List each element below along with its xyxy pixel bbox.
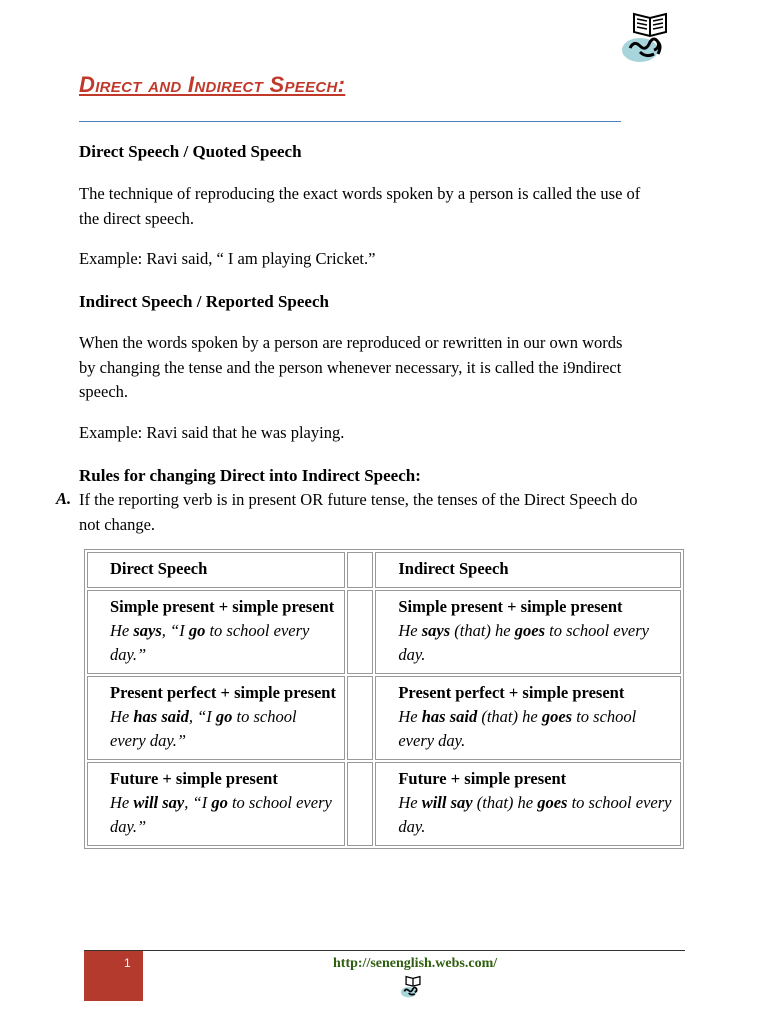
table-cell: [87, 676, 345, 760]
paragraph-line: The technique of reproducing the exact words spoken by a person is called the use of: [79, 184, 641, 203]
rule-title: Simple present + simple present: [110, 597, 335, 616]
table-cell: [87, 590, 345, 674]
section-heading-indirect: Indirect Speech / Reported Speech: [79, 292, 329, 311]
rule-marker: A.: [56, 489, 72, 508]
table-header-cell: Direct Speech: [87, 552, 345, 588]
rule-a-text: [79, 488, 689, 537]
book-logo-icon: [398, 974, 428, 1000]
rule-example: He says, “I go to school every day.”: [110, 621, 310, 664]
table-cell: [375, 762, 681, 846]
rule-title: Present perfect + simple present: [398, 683, 625, 702]
arrow-icon: [347, 676, 373, 760]
rule-example: He has said (that) he goes to school every day.: [398, 707, 637, 750]
title-underline: [79, 121, 621, 122]
rule-example: He says (that) he goes to school every day.: [398, 621, 650, 664]
footer-divider: [84, 950, 685, 951]
section-heading-direct: Direct Speech / Quoted Speech: [79, 142, 302, 161]
paragraph-line: the direct speech.: [79, 208, 194, 228]
paragraph-line: by changing the tense and the person whenever necessary, it is called the i9ndirect: [79, 357, 622, 377]
table-cell: [375, 676, 681, 760]
arrow-icon: [347, 552, 373, 588]
table-cell: [87, 762, 345, 846]
rule-example: He will say (that) he goes to school every day.: [398, 793, 672, 836]
rules-heading: Rules for changing Direct into Indirect Speech:: [79, 466, 421, 485]
arrow-icon: [347, 762, 373, 846]
rule-title: Future + simple present: [110, 769, 278, 788]
page-number: 1: [124, 956, 131, 970]
paragraph-direct-definition: [79, 182, 689, 231]
rule-title: Simple present + simple present: [398, 597, 623, 616]
paragraph-line: When the words spoken by a person are reproduced or rewritten in our own words: [79, 333, 623, 352]
book-logo-icon: [618, 8, 682, 68]
tense-rules-table: [84, 549, 684, 849]
rule-example: He has said, “I go to school every day.”: [110, 707, 297, 750]
paragraph-line: speech.: [79, 382, 129, 401]
page-title: Direct and Indirect Speech:: [79, 72, 346, 97]
table-row: [87, 676, 681, 760]
table-row: [87, 762, 681, 846]
example-indirect: Example: Ravi said that he was playing.: [79, 423, 345, 442]
example-direct: Example: Ravi said, “ I am playing Cricket.”: [79, 249, 376, 268]
paragraph-line: If the reporting verb is in present OR future tense, the tenses of the Direct Speech do: [79, 490, 638, 509]
footer-link[interactable]: http://senenglish.webs.com/: [333, 956, 498, 971]
paragraph-line: not change.: [79, 514, 156, 534]
rule-title: Future + simple present: [398, 769, 567, 788]
paragraph-indirect-definition: [79, 331, 689, 405]
arrow-icon: [347, 590, 373, 674]
table-row: [87, 590, 681, 674]
table-header-row: [87, 552, 681, 588]
rule-title: Present perfect + simple present: [110, 683, 336, 702]
table-cell: [375, 590, 681, 674]
rule-example: He will say, “I go to school every day.”: [110, 793, 332, 836]
table-header-cell: Indirect Speech: [375, 552, 681, 588]
